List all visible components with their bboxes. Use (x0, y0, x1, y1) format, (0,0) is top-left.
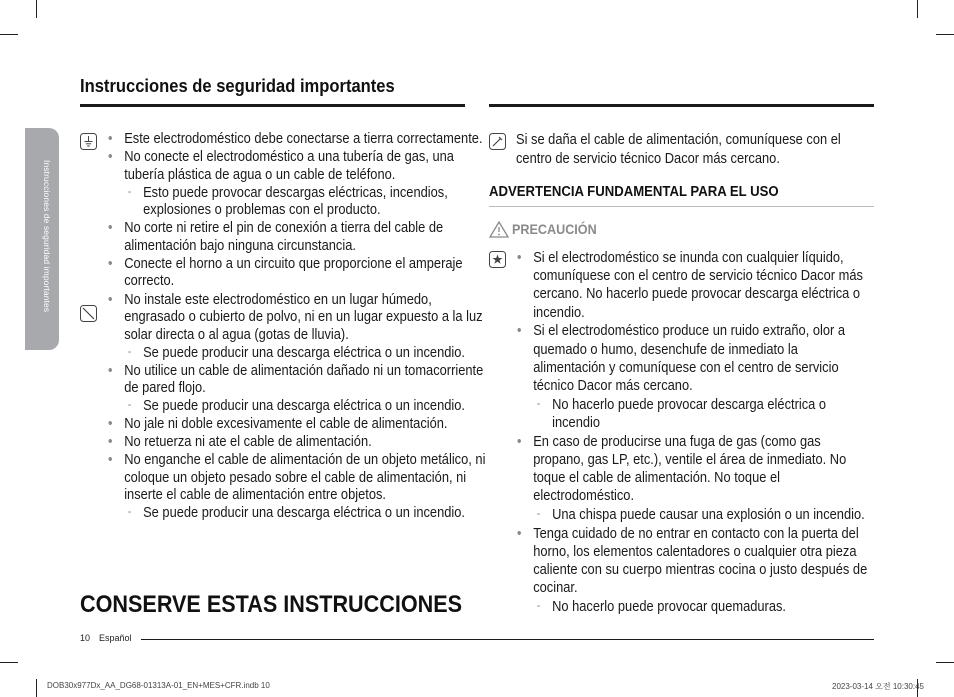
file-info: DOB30x977Dx_AA_DG68-01313A-01_EN+MES+CFR.indb 10 (47, 681, 270, 690)
sub-item: - Se puede producir una descarga eléctrica o un incendio. (108, 345, 495, 363)
crop-mark (0, 662, 18, 663)
bullet-item: • Conecte el horno a un circuito que proporcione el amperaje correcto. (108, 256, 495, 291)
sub-item: - No hacerlo puede provocar quemaduras. (517, 598, 873, 616)
left-column (108, 131, 538, 523)
crop-mark (936, 34, 954, 35)
right-column (517, 249, 912, 617)
bullet-item: • Si el electrodoméstico produce un ruido extraño, olor a quemado o humo, desenchufe de inmediato la alimentación y comuníquese con el centro de servicio técnico Dacor más cercano. (517, 322, 873, 395)
bullet-item: • No jale ni doble excesivamente el cable de alimentación. (108, 416, 495, 434)
right-intro (516, 131, 906, 169)
header-rule-left (80, 104, 465, 107)
crop-mark (917, 0, 918, 18)
print-timestamp: 2023-03-14 오전 10:30:45 (832, 682, 924, 691)
subheading-rule (489, 206, 874, 207)
sub-item: - Se puede producir una descarga eléctrica o un incendio. (108, 505, 495, 523)
crop-mark (936, 662, 954, 663)
left-group-installation (108, 292, 495, 523)
bullet-item: • No corte ni retire el pin de conexión a tierra del cable de alimentación bajo ninguna circunstancia. (108, 220, 495, 255)
right-intro-text: Si se daña el cable de alimentación, comuníquese con el centro de servicio técnico Dacor más cercano. (516, 132, 841, 167)
section-title: Instrucciones de seguridad importantes (80, 76, 395, 96)
footer-rule (141, 639, 874, 640)
right-caution-list (517, 249, 873, 616)
ground-icon (80, 133, 96, 149)
bullet-item: • Tenga cuidado de no entrar en contacto con la puerta del horno, los elementos calentadores o cualquier otra pieza caliente con su cuerpo mientras cocina o justo después de cocinar. (517, 525, 873, 598)
sub-item: - Se puede producir una descarga eléctrica o un incendio. (108, 398, 495, 416)
page-number: 10 (80, 633, 91, 643)
power-cable-icon (489, 133, 505, 149)
left-group-grounding (108, 131, 495, 291)
bullet-item: • No utilice un cable de alimentación dañado ni un tomacorriente de pared flojo. (108, 363, 495, 398)
crop-mark (36, 679, 37, 697)
bullet-item: • No retuerza ni ate el cable de alimentación. (108, 434, 495, 452)
warning-triangle-icon (489, 221, 509, 238)
sub-item: - Esto puede provocar descargas eléctricas, incendios, explosiones o problemas con el producto. (108, 185, 495, 220)
bullet-item: • Si el electrodoméstico se inunda con cualquier líquido, comuníquese con el centro de servicio técnico Dacor más cercano. No hacerlo puede provocar descarga eléctrica o incendio. (517, 249, 873, 322)
crop-mark (0, 34, 18, 35)
bullet-item: • No instale este electrodoméstico en un lugar húmedo, engrasado o cubierto de polvo, ni en un lugar expuesto a la luz solar directa o al agua (gotas de lluvia). (108, 292, 495, 345)
caution-text: PRECAUCIÓN (512, 221, 597, 237)
sub-item: - No hacerlo puede provocar descarga eléctrica o incendio (517, 396, 873, 432)
side-tab-label: Instrucciones de seguridad importantes (42, 160, 52, 313)
crop-mark (36, 0, 37, 18)
bullet-item: • Este electrodoméstico debe conectarse a tierra correctamente. (108, 131, 495, 149)
closing-title: CONSERVE ESTAS INSTRUCCIONES (80, 591, 463, 618)
bullet-item: • En caso de producirse una fuga de gas (como gas propano, gas LP, etc.), ventile el área de inmediato. No toque el cable de alimentación. No toque el electrodoméstico. (517, 433, 873, 506)
subheading-warning: ADVERTENCIA FUNDAMENTAL PARA EL USO (489, 184, 779, 200)
caution-star-icon (489, 251, 505, 267)
bullet-item: • No conecte el electrodoméstico a una tubería de gas, una tubería plástica de agua o un cable de teléfono. (108, 149, 495, 184)
bullet-item: • No enganche el cable de alimentación de un objeto metálico, ni coloque un objeto pesado sobre el cable de alimentación, ni inserte el cable de alimentación entre objetos. (108, 452, 495, 505)
header-rule-right (489, 104, 874, 107)
sub-item: - Una chispa puede causar una explosión o un incendio. (517, 506, 873, 524)
no-moisture-icon (80, 305, 96, 321)
footer-language: Español (99, 633, 132, 643)
